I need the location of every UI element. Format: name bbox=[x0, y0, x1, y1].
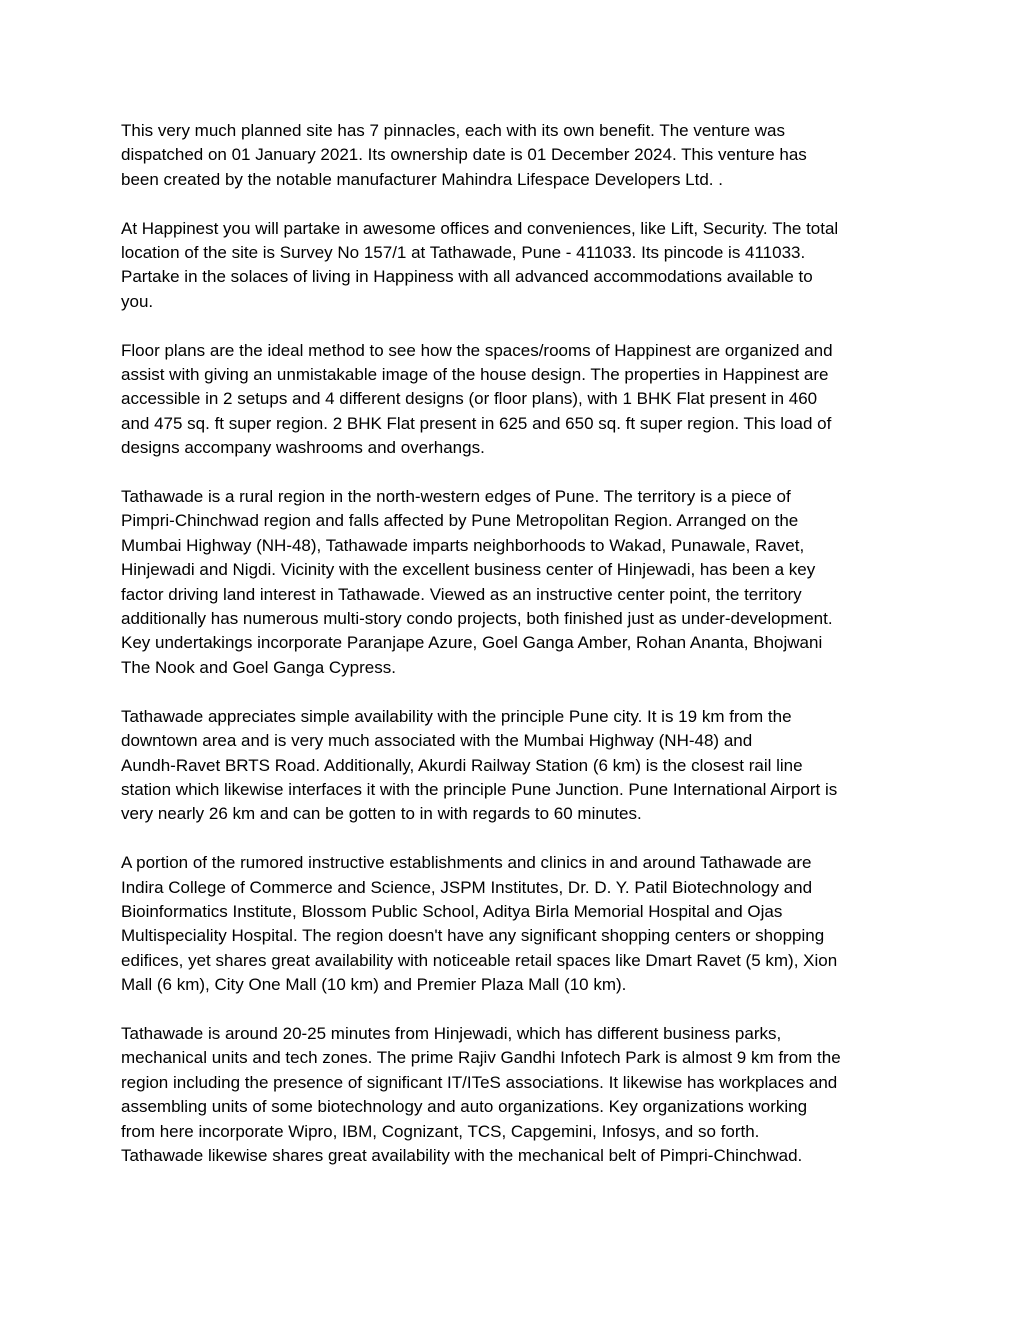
text-line: additionally has numerous multi-story condo projects, both finished just as under-development. bbox=[121, 609, 833, 629]
text-line: Bioinformatics Institute, Blossom Public School, Aditya Birla Memorial Hospital and Ojas bbox=[121, 901, 783, 921]
text-line: you. bbox=[121, 291, 154, 311]
text-line: edifices, yet shares great availability with noticeable retail spaces like Dmart Ravet (5 km), Xion bbox=[121, 950, 838, 970]
paragraph-education-healthcare bbox=[121, 851, 903, 997]
text-line: designs accompany washrooms and overhangs. bbox=[121, 438, 485, 458]
text-line: Multispeciality Hospital. The region doesn't have any significant shopping centers or shopping bbox=[121, 926, 825, 946]
text-line: Hinjewadi and Nigdi. Vicinity with the excellent business center of Hinjewadi, has been a key bbox=[121, 560, 816, 580]
text-line: Partake in the solaces of living in Happiness with all advanced accommodations available to bbox=[121, 267, 813, 287]
paragraph-connectivity bbox=[121, 705, 903, 827]
text-line: assembling units of some biotechnology and auto organizations. Key organizations working bbox=[121, 1097, 808, 1117]
text-line: from here incorporate Wipro, IBM, Cognizant, TCS, Capgemini, Infosys, and so forth. bbox=[121, 1121, 760, 1141]
text-line: Mumbai Highway (NH-48), Tathawade imparts neighborhoods to Wakad, Punawale, Ravet, bbox=[121, 535, 805, 555]
text-line: At Happinest you will partake in awesome offices and conveniences, like Lift, Security. The total bbox=[121, 218, 839, 238]
paragraph-amenities-location bbox=[121, 217, 903, 315]
text-line: Key undertakings incorporate Paranjape Azure, Goel Ganga Amber, Rohan Ananta, Bhojwani bbox=[121, 633, 823, 653]
text-line: assist with giving an unmistakable image of the house design. The properties in Happinest are bbox=[121, 365, 829, 385]
text-line: Tathawade is a rural region in the north-western edges of Pune. The territory is a piece of bbox=[121, 487, 791, 507]
text-line: Indira College of Commerce and Science, JSPM Institutes, Dr. D. Y. Patil Biotechnology and bbox=[121, 877, 813, 897]
paragraph-tathawade-region bbox=[121, 485, 903, 680]
text-line: Mall (6 km), City One Mall (10 km) and Premier Plaza Mall (10 km). bbox=[121, 975, 627, 995]
text-line: and 475 sq. ft super region. 2 BHK Flat present in 625 and 650 sq. ft super region. This load of bbox=[121, 413, 832, 433]
text-line: region including the presence of significant IT/ITeS associations. It likewise has workplaces and bbox=[121, 1072, 838, 1092]
paragraph-employment-hubs bbox=[121, 1022, 903, 1168]
document-body bbox=[121, 119, 903, 1193]
text-line: A portion of the rumored instructive establishments and clinics in and around Tathawade are bbox=[121, 853, 812, 873]
text-line: been created by the notable manufacturer Mahindra Lifespace Developers Ltd. . bbox=[121, 169, 723, 189]
text-line: accessible in 2 setups and 4 different designs (or floor plans), with 1 BHK Flat present in 460 bbox=[121, 389, 818, 409]
text-line: factor driving land interest in Tathawade. Viewed as an instructive center point, the territory bbox=[121, 584, 802, 604]
text-line: This very much planned site has 7 pinnacles, each with its own benefit. The venture was bbox=[121, 121, 785, 140]
text-line: Floor plans are the ideal method to see how the spaces/rooms of Happinest are organized and bbox=[121, 340, 833, 360]
paragraph-floor-plans bbox=[121, 339, 903, 461]
text-line: very nearly 26 km and can be gotten to in with regards to 60 minutes. bbox=[121, 804, 642, 824]
text-line: Tathawade is around 20-25 minutes from Hinjewadi, which has different business parks, bbox=[121, 1023, 782, 1043]
text-line: Pimpri-Chinchwad region and falls affected by Pune Metropolitan Region. Arranged on the bbox=[121, 511, 799, 531]
text-line: location of the site is Survey No 157/1 at Tathawade, Pune - 411033. Its pincode is 411033. bbox=[121, 243, 806, 263]
text-line: dispatched on 01 January 2021. Its ownership date is 01 December 2024. This venture has bbox=[121, 145, 807, 165]
text-line: Tathawade likewise shares great availability with the mechanical belt of Pimpri-Chinchwad. bbox=[121, 1145, 803, 1165]
text-line: Aundh-Ravet BRTS Road. Additionally, Akurdi Railway Station (6 km) is the closest rail line bbox=[121, 755, 803, 775]
paragraph-project-overview bbox=[121, 119, 903, 192]
text-line: The Nook and Goel Ganga Cypress. bbox=[121, 657, 396, 677]
text-line: station which likewise interfaces it with the principle Pune Junction. Pune International Airport is bbox=[121, 779, 838, 799]
text-line: downtown area and is very much associated with the Mumbai Highway (NH-48) and bbox=[121, 731, 753, 751]
text-line: Tathawade appreciates simple availability with the principle Pune city. It is 19 km from the bbox=[121, 706, 792, 726]
text-line: mechanical units and tech zones. The prime Rajiv Gandhi Infotech Park is almost 9 km from the bbox=[121, 1048, 841, 1068]
